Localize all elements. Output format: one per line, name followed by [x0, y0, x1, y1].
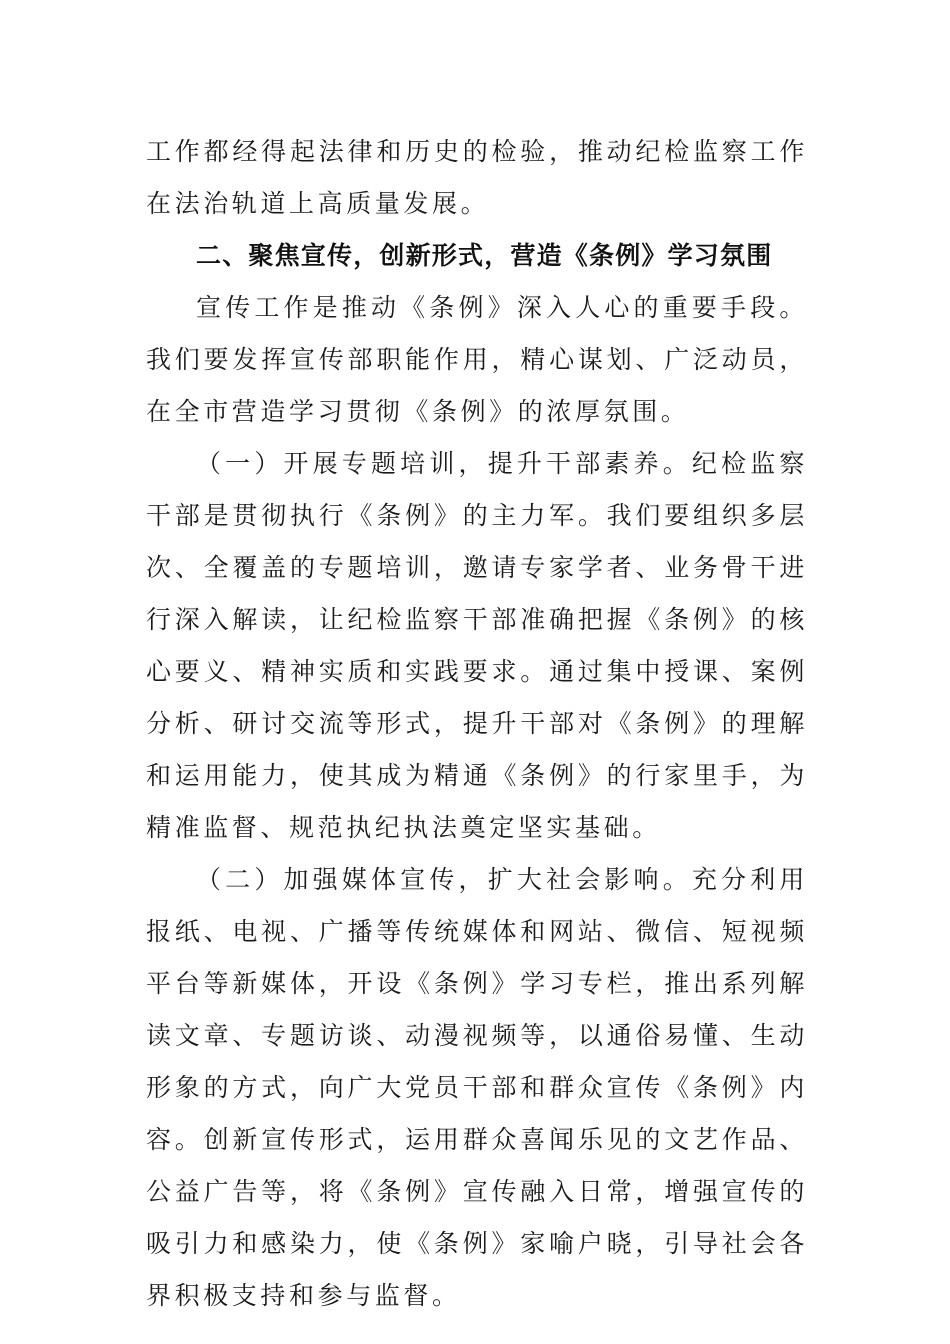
paragraph-continued: 工作都经得起法律和历史的检验，推动纪检监察工作在法治轨道上高质量发展。 [146, 137, 808, 218]
section-heading: 二、聚焦宣传，创新形式，营造《条例》学习氛围 [196, 241, 773, 270]
document-body [146, 126, 808, 1322]
paragraph-training: （一）开展专题培训，提升干部素养。纪检监察干部是贯彻执行《条例》的主力军。我们要组织多层次、全覆盖的专题培训，邀请专家学者、业务骨干进行深入解读，让纪检监察干部准确把握《条例》的核心要义、精神实质和实践要求。通过集中授课、案例分析、研讨交流等形式，提升干部对《条例》的理解和运用能力，使其成为精通《条例》的行家里手，为精准监督、规范执纪执法奠定坚实基础。 [146, 449, 808, 842]
paragraph-intro: 宣传工作是推动《条例》深入人心的重要手段。我们要发挥宣传部职能作用，精心谋划、广泛动员，在全市营造学习贯彻《条例》的浓厚氛围。 [146, 293, 808, 426]
paragraph-media: （二）加强媒体宣传，扩大社会影响。充分利用报纸、电视、广播等传统媒体和网站、微信、短视频平台等新媒体，开设《条例》学习专栏，推出系列解读文章、专题访谈、动漫视频等，以通俗易懂、生动形象的方式，向广大党员干部和群众宣传《条例》内容。创新宣传形式，运用群众喜闻乐见的文艺作品、公益广告等，将《条例》宣传融入日常，增强宣传的吸引力和感染力，使《条例》家喻户晓，引导社会各界积极支持和参与监督。 [146, 865, 808, 1310]
